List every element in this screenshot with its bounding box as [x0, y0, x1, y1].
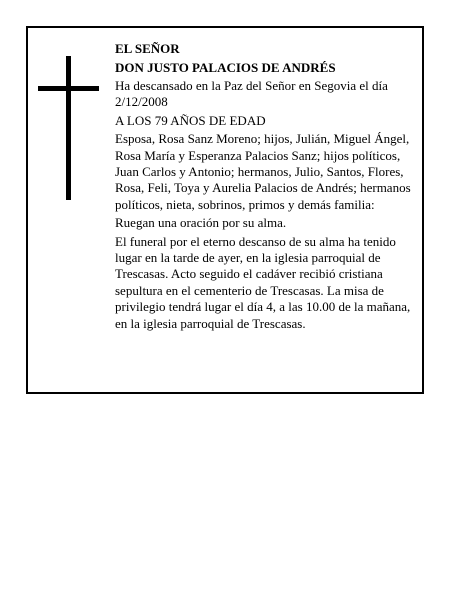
title-line-1: EL SEÑOR [115, 41, 180, 56]
family-list: Esposa, Rosa Sanz Moreno; hijos, Julián, Miguel Ángel, Rosa María y Esperanza Palacios Sanz; hijos políticos, Juan Carlos y Antonio; hermanos, Julio, Santos, Flores, Rosa, Feli, Toya y Aurelia Palacios de Andrés; hermanos políticos, nieta, sobrinos, primos y demás familia: [115, 131, 411, 212]
age-line: A LOS 79 AÑOS DE EDAD [115, 112, 266, 128]
prayer-request: Ruegan una oración por su alma. [115, 215, 287, 231]
cross-vertical-bar [66, 56, 71, 200]
death-statement: Ha descansado en la Paz del Señor en Segovia el día 2/12/2008 [115, 78, 388, 110]
funeral-info: El funeral por el eterno descanso de su alma ha tenido lugar en la tarde de ayer, en la iglesia parroquial de Trescasas. Acto seguido el cadáver recibió cristiana sepultura en el cementerio de Trescasas. La misa de privilegio tendrá lugar el día 4, a las 10.00 de la mañana, en la iglesia parroquial de Trescasas. [115, 233, 411, 331]
cross-horizontal-bar [38, 86, 99, 91]
notice-text [115, 40, 415, 334]
title-line-2: DON JUSTO PALACIOS DE ANDRÉS [115, 60, 336, 75]
obituary-notice [26, 26, 424, 394]
